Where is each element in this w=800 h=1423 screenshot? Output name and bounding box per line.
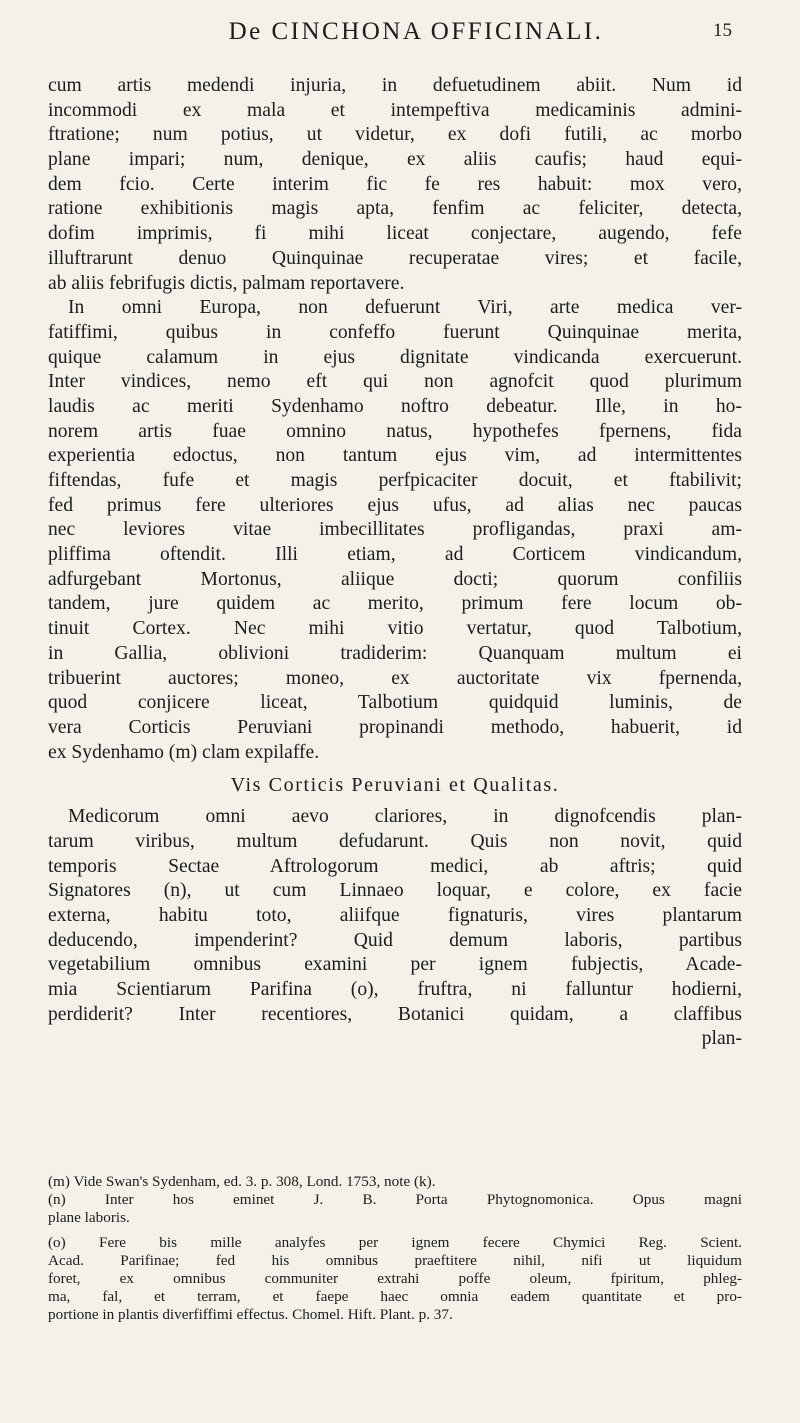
main-text [48,74,742,1052]
text-line: cum artis medendi injuria, in defuetudinem abiit. Num id [48,75,742,96]
text-line: quod conjicere liceat, Talbotium quidquid luminis, de [48,692,742,714]
text-line: perdiderit? Inter recentiores, Botanici quidam, a claffibus [48,1003,742,1025]
footnote-line: (o) Fere bis mille analyfes per ignem fecere Chymici Reg. Scient. [48,1233,742,1251]
page-number: 15 [713,20,732,41]
footnotes [48,1173,742,1325]
text-line: laudis ac meriti Sydenhamo noftro debeatur. Ille, in ho- [48,395,742,417]
text-line: vegetabilium omnibus examini per ignem fubjectis, Acade- [48,954,742,976]
paragraph-3 [48,805,742,1027]
text-line: experientia edoctus, non tantum ejus vim, ad intermittentes [48,445,742,467]
text-line: mia Scientiarum Parifina (o), fruftra, ni falluntur hodierni, [48,979,742,1001]
text-line: ftratione; num potius, ut videtur, ex dofi futili, ac morbo [48,124,742,146]
text-line: ratione exhibitionis magis apta, fenfim ac feliciter, detecta, [48,198,742,220]
text-line: incommodi ex mala et intempeftiva medicaminis admini- [48,99,742,121]
text-line: ex Sydenhamo (m) clam expilaffe. [48,741,320,763]
footnote-m [48,1173,742,1191]
text-line: tribuerint auctores; moneo, ex auctoritate vix fpernenda, [48,667,742,689]
text-line: tarum viribus, multum defudarunt. Quis non novit, quid [48,830,742,852]
footnote-line: (n) Inter hos eminet J. B. Porta Phytognomonica. Opus magni [48,1191,742,1209]
text-line: nec leviores vitae imbecillitates profligandas, praxi am- [48,519,742,541]
footnote-line: foret, ex omnibus communiter extrahi poffe oleum, fpiritum, phleg- [48,1269,742,1287]
text-line: tandem, jure quidem ac merito, primum fere locum ob- [48,593,742,615]
footnote-line: portione in plantis diverfiffimi effectus. Chomel. Hift. Plant. p. 37. [48,1306,453,1324]
text-line: in Gallia, oblivioni tradiderim: Quanquam multum ei [48,642,742,664]
text-line: norem artis fuae omnino natus, hypothefes fpernens, fida [48,420,742,442]
footnote-line: plane laboris. [48,1209,130,1227]
text-line: ab aliis febrifugis dictis, palmam reportavere. [48,272,405,294]
text-line: adfurgebant Mortonus, aliique docti; quorum confiliis [48,568,742,590]
section-heading: Vis Corticis Peruviani et Qualitas. [230,774,560,797]
text-line: fiftendas, fufe et magis perfpicaciter docuit, et ftabilivit; [48,470,742,491]
running-title: De CINCHONA OFFICINALI. [228,18,604,45]
text-line: tinuit Cortex. Nec mihi vitio vertatur, quod Talbotium, [48,618,742,640]
text-line: temporis Sectae Aftrologorum medici, ab aftris; quid [48,855,742,877]
text-line: dem fcio. Certe interim fic fe res habuit: mox vero, [48,173,742,195]
footnote-n [48,1191,742,1227]
paragraph-2 [48,296,742,765]
footnote-o [48,1234,742,1325]
text-line: pliffima oftendit. Illi etiam, ad Corticem vindicandum, [48,544,742,566]
text-line: quique calamum in ejus dignitate vindicanda exercuerunt. [48,346,742,368]
catchword: plan- [701,1028,742,1050]
footnote-line: Acad. Parifinae; fed his omnibus praeftitere nihil, nifi ut liquidum [48,1251,742,1269]
text-line: In omni Europa, non defuerunt Viri, arte medica ver- [68,297,742,319]
text-line: Signatores (n), ut cum Linnaeo loquar, e colore, ex facie [48,880,742,902]
footnote-line: ma, fal, et terram, et faepe haec omnia eadem quantitate et pro- [48,1288,742,1306]
text-line: plane impari; num, denique, ex aliis caufis; haud equi- [48,149,742,171]
paragraph-1 [48,74,742,296]
text-line: Inter vindices, nemo eft qui non agnofcit quod plurimum [48,371,742,393]
text-line: externa, habitu toto, aliifque fignaturis, vires plantarum [48,905,742,926]
text-line: dofim imprimis, fi mihi liceat conjectare, augendo, fefe [48,223,742,245]
footnote-line: (m) Vide Swan's Sydenham, ed. 3. p. 308, Lond. 1753, note (k). [48,1173,436,1190]
text-line: Medicorum omni aevo clariores, in dignofcendis plan- [68,806,742,828]
text-line: fatiffimi, quibus in confeffo fuerunt Quinquinae merita, [48,321,742,343]
text-line: illuftrarunt denuo Quinquinae recuperatae vires; et facile, [48,247,742,269]
text-line: vera Corticis Peruviani propinandi methodo, habuerit, id [48,716,742,738]
text-line: deducendo, impenderint? Quid demum laboris, partibus [48,929,742,951]
running-header [100,18,732,54]
text-line: fed primus fere ulteriores ejus ufus, ad alias nec paucas [48,494,742,516]
